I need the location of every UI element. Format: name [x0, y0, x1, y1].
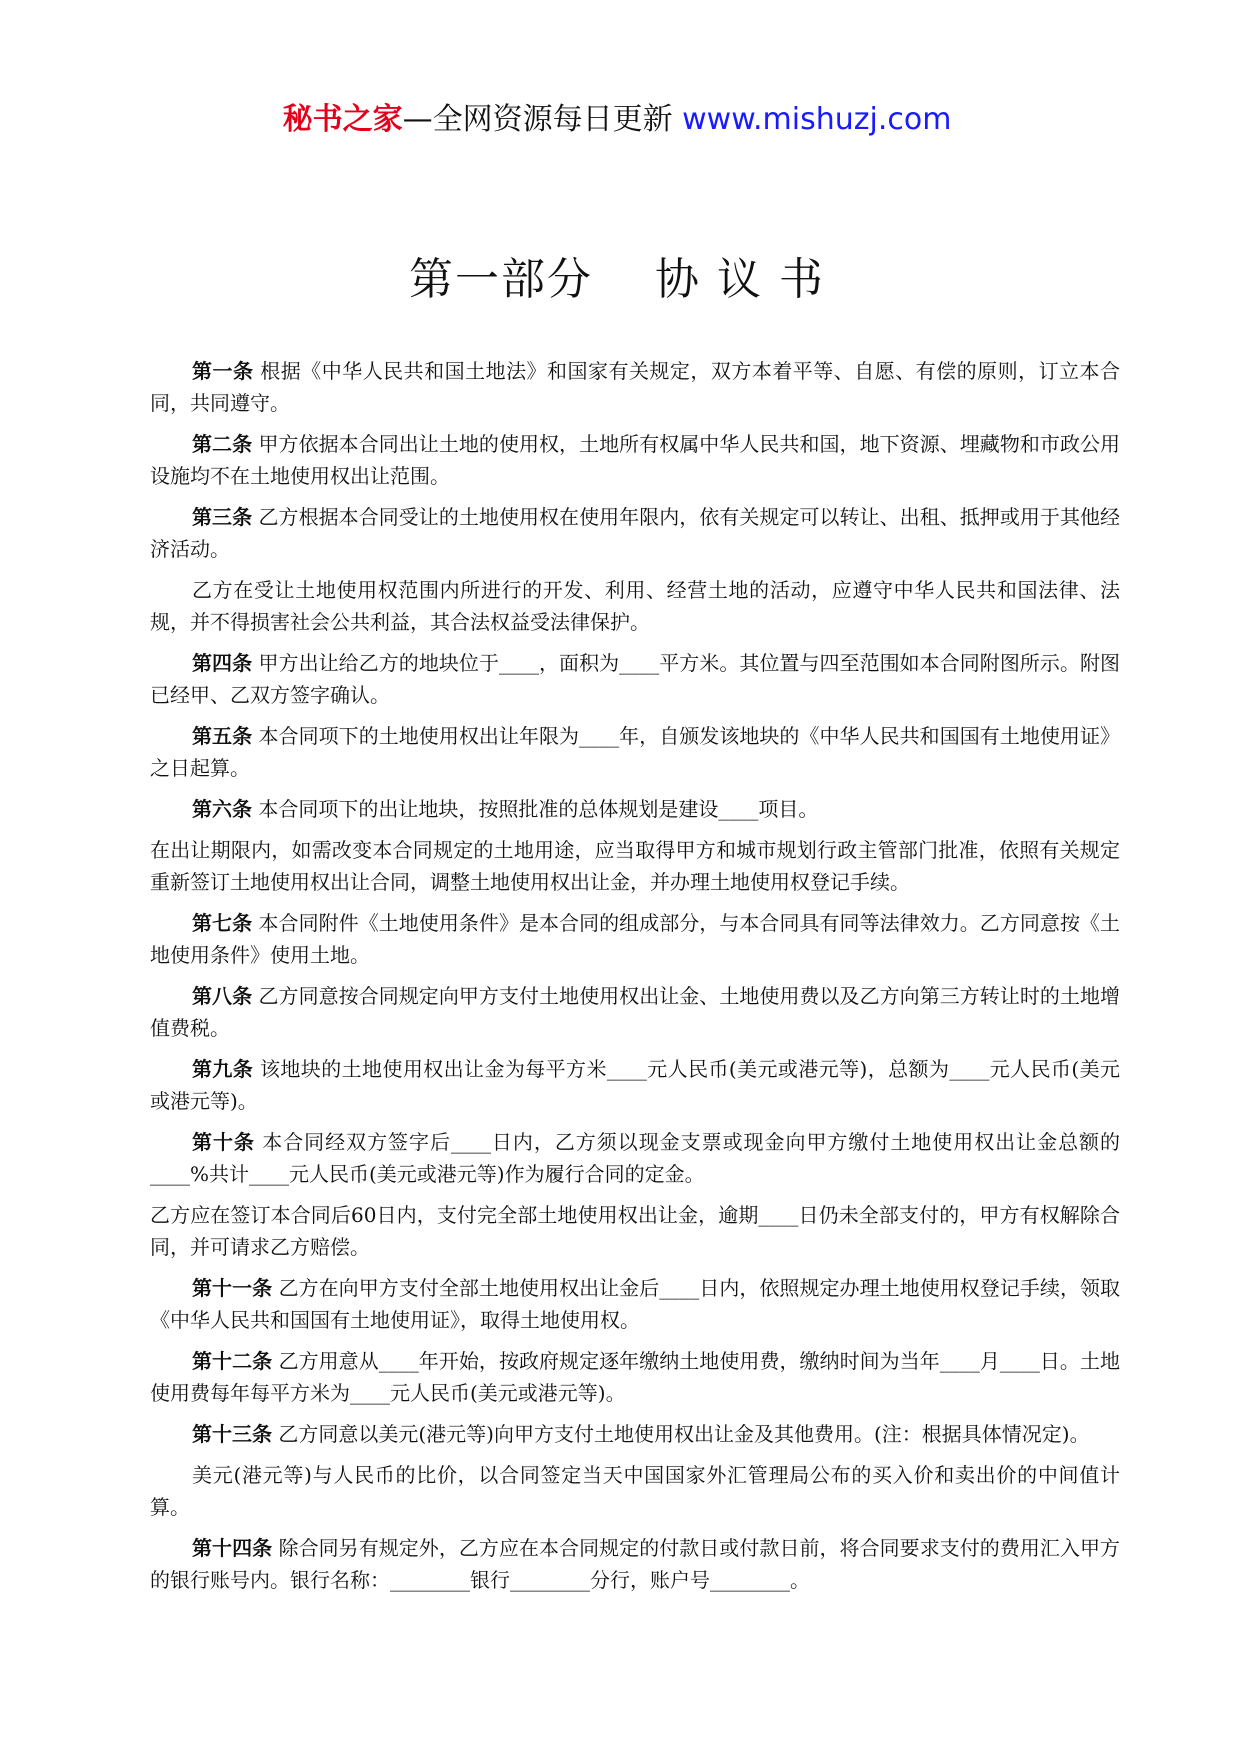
clause-text: 本合同项下的土地使用权出让年限为____年，自颁发该地块的《中华人民共和国国有土地使用证》之日起算。 — [150, 724, 1121, 780]
article-number: 第七条 — [192, 911, 253, 935]
article-number: 第十三条 — [192, 1422, 272, 1446]
site-url-link[interactable]: www.mishuzj.com — [682, 102, 952, 137]
clause-paragraph — [150, 501, 1120, 565]
clause-paragraph — [150, 1459, 1120, 1523]
clause-text: 本合同附件《土地使用条件》是本合同的组成部分，与本合同具有同等法律效力。乙方同意按《土地使用条件》使用土地。 — [150, 911, 1121, 967]
clause-paragraph — [150, 647, 1120, 711]
clause-paragraph — [150, 355, 1120, 419]
clause-paragraph — [150, 1272, 1120, 1336]
clause-text: 除合同另有规定外，乙方应在本合同规定的付款日或付款日前，将合同要求支付的费用汇入甲方的银行账号内。银行名称：________银行________分行，账户号________。 — [150, 1536, 1121, 1592]
clause-text: 美元(港元等)与人民币的比价，以合同签定当天中国国家外汇管理局公布的买入价和卖出价的中间值计算。 — [150, 1463, 1120, 1519]
site-header — [0, 100, 1234, 140]
clause-paragraph — [150, 980, 1120, 1044]
article-number: 第十四条 — [192, 1536, 273, 1560]
article-number: 第四条 — [192, 651, 253, 675]
clause-paragraph — [150, 574, 1120, 638]
article-number: 第十二条 — [192, 1349, 273, 1373]
clause-text: 本合同项下的出让地块，按照批准的总体规划是建设____项目。 — [258, 797, 819, 821]
document-body — [150, 355, 1120, 1605]
clause-text: 甲方依据本合同出让土地的使用权，土地所有权属中华人民共和国，地下资源、埋藏物和市政公用设施均不在土地使用权出让范围。 — [150, 432, 1121, 488]
article-number: 第六条 — [192, 797, 252, 821]
clause-paragraph — [150, 1126, 1120, 1190]
clause-text: 乙方应在签订本合同后60日内，支付完全部土地使用权出让金，逾期____日仍未全部支付的，甲方有权解除合同，并可请求乙方赔偿。 — [150, 1203, 1120, 1259]
clause-text: 根据《中华人民共和国土地法》和国家有关规定，双方本着平等、自愿、有偿的原则，订立本合同，共同遵守。 — [150, 359, 1121, 415]
clause-text: 乙方同意按合同规定向甲方支付土地使用权出让金、土地使用费以及乙方向第三方转让时的土地增值费税。 — [150, 984, 1121, 1040]
article-number: 第二条 — [192, 432, 253, 456]
clause-paragraph — [150, 834, 1120, 898]
article-number: 第十条 — [192, 1130, 255, 1154]
article-number: 第一条 — [192, 359, 254, 383]
article-number: 第八条 — [192, 984, 253, 1008]
header-slogan: —全网资源每日更新 — [402, 102, 673, 137]
clause-paragraph — [150, 1199, 1120, 1263]
brand-name: 秘书之家 — [282, 102, 403, 137]
clause-text: 在出让期限内，如需改变本合同规定的土地用途，应当取得甲方和城市规划行政主管部门批准，依照有关规定重新签订土地使用权出让合同，调整土地使用权出让金，并办理土地使用权登记手续。 — [150, 838, 1120, 894]
clause-text: 乙方在向甲方支付全部土地使用权出让金后____日内，依照规定办理土地使用权登记手续，领取《中华人民共和国国有土地使用证》，取得土地使用权。 — [150, 1276, 1121, 1332]
clause-paragraph — [150, 1345, 1120, 1409]
clause-text: 乙方用意从____年开始，按政府规定逐年缴纳土地使用费，缴纳时间为当年____月____日。土地使用费每年每平方米为____元人民币(美元或港元等)。 — [150, 1349, 1121, 1405]
clause-paragraph — [150, 907, 1120, 971]
clause-paragraph — [150, 720, 1120, 784]
clause-paragraph — [150, 793, 1120, 825]
clause-text: 乙方同意以美元(港元等)向甲方支付土地使用权出让金及其他费用。(注：根据具体情况定)。 — [278, 1422, 1090, 1446]
clause-text: 甲方出让给乙方的地块位于____，面积为____平方米。其位置与四至范围如本合同附图所示。附图已经甲、乙双方签字确认。 — [150, 651, 1121, 707]
clause-text: 乙方根据本合同受让的土地使用权在使用年限内，依有关规定可以转让、出租、抵押或用于其他经济活动。 — [150, 505, 1121, 561]
clause-paragraph — [150, 1418, 1120, 1450]
clause-text: 该地块的土地使用权出让金为每平方米____元人民币(美元或港元等)，总额为____元人民币(美元或港元等)。 — [150, 1057, 1120, 1113]
clause-paragraph — [150, 428, 1120, 492]
clause-paragraph — [150, 1053, 1120, 1117]
article-number: 第三条 — [192, 505, 253, 529]
article-number: 第十一条 — [192, 1276, 273, 1300]
clause-text: 本合同经双方签字后____日内，乙方须以现金支票或现金向甲方缴付土地使用权出让金总额的____%共计____元人民币(美元或港元等)作为履行合同的定金。 — [150, 1130, 1121, 1186]
page-title: 第一部分 协 议 书 — [409, 254, 825, 305]
clause-paragraph — [150, 1532, 1120, 1596]
article-number: 第五条 — [192, 724, 253, 748]
clause-text: 乙方在受让土地使用权范围内所进行的开发、利用、经营土地的活动，应遵守中华人民共和国法律、法规，并不得损害社会公共利益，其合法权益受法律保护。 — [150, 578, 1120, 634]
article-number: 第九条 — [192, 1057, 254, 1081]
